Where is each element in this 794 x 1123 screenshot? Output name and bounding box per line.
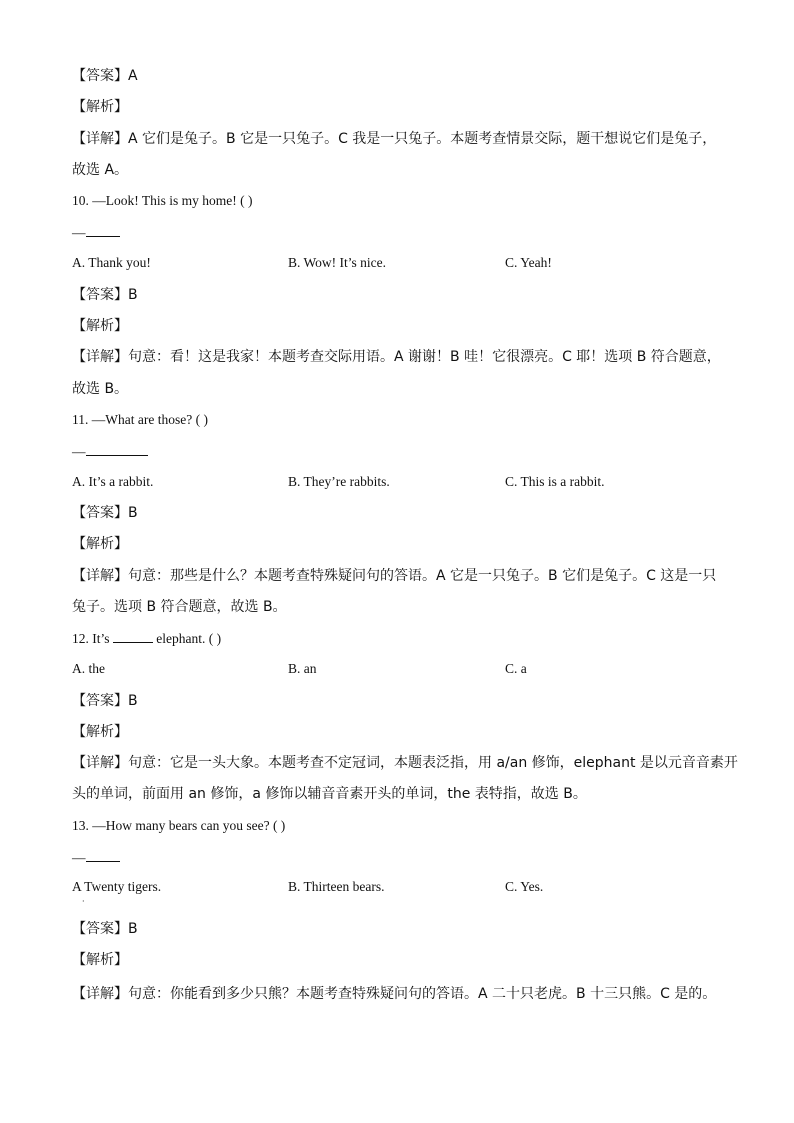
option-b: B. Thirteen bears. — [288, 879, 385, 894]
options-row — [72, 659, 752, 679]
question-12 — [72, 628, 221, 649]
answer-blank — [86, 222, 120, 237]
detail-text: 头的单词，前面用 an 修饰，a 修饰以辅音音素开头的单词，the 表特指，故选 B。 — [72, 786, 587, 802]
option-b: B. They’re rabbits. — [288, 474, 390, 489]
answer-line — [72, 222, 120, 243]
stray-mark: · — [82, 897, 85, 906]
option-b: B. an — [288, 661, 317, 676]
answer-blank — [86, 441, 148, 456]
answer-blank — [113, 628, 153, 643]
dash: — — [72, 444, 86, 459]
detail-text: 【详解】句意：你能看到多少只熊？本题考查特殊疑问句的答语。A 二十只老虎。B 十三只熊。C 是的。 — [72, 986, 717, 1002]
answer-label: 【答案】B — [72, 693, 138, 709]
question-13: 13. —How many bears can you see? ( ) — [72, 818, 286, 833]
analysis-label: 【解析】 — [72, 952, 128, 968]
question-10: 10. —Look! This is my home! ( ) — [72, 193, 253, 208]
option-b: B. Wow! It’s nice. — [288, 255, 387, 270]
question-text: 12. It’s — [72, 631, 110, 646]
detail-text: 【详解】句意：看！这是我家！本题考查交际用语。A 谢谢！B 哇！它很漂亮。C 耶！选项 B 符合题意， — [72, 349, 721, 365]
options-row — [72, 877, 752, 897]
analysis-label: 【解析】 — [72, 724, 128, 740]
answer-label: 【答案】B — [72, 505, 138, 521]
options-row — [72, 253, 752, 273]
dash: — — [72, 225, 86, 240]
detail-text: 故选 B。 — [72, 381, 129, 397]
answer-label: 【答案】B — [72, 287, 138, 303]
analysis-label: 【解析】 — [72, 318, 128, 334]
detail-text: 【详解】句意：它是一头大象。本题考查不定冠词，本题表泛指，用 a/an 修饰，elephant 是以元音音素开 — [72, 755, 738, 771]
answer-blank — [86, 847, 120, 862]
option-c: C. a — [505, 661, 527, 676]
option-c: C. Yes. — [505, 879, 544, 894]
analysis-label: 【解析】 — [72, 99, 128, 115]
detail-text: 兔子。选项 B 符合题意，故选 B。 — [72, 599, 287, 615]
detail-text: 【详解】A 它们是兔子。B 它是一只兔子。C 我是一只兔子。本题考查情景交际，题干想说它们是兔子， — [72, 131, 717, 147]
option-c: C. This is a rabbit. — [505, 474, 605, 489]
dash: — — [72, 850, 86, 865]
options-row — [72, 472, 752, 492]
detail-text: 故选 A。 — [72, 162, 129, 178]
option-c: C. Yeah! — [505, 255, 552, 270]
option-a: A. It’s a rabbit. — [72, 474, 154, 489]
option-a: A Twenty tigers. — [72, 879, 162, 894]
answer-label: 【答案】B — [72, 921, 138, 937]
answer-line — [72, 441, 148, 462]
answer-line — [72, 847, 120, 868]
option-a: A. the — [72, 661, 105, 676]
question-text: elephant. ( ) — [156, 631, 222, 646]
analysis-label: 【解析】 — [72, 536, 128, 552]
question-11: 11. —What are those? ( ) — [72, 412, 208, 427]
answer-label: 【答案】A — [72, 68, 138, 84]
detail-text: 【详解】句意：那些是什么？本题考查特殊疑问句的答语。A 它是一只兔子。B 它们是兔子。C 这是一只 — [72, 568, 717, 584]
option-a: A. Thank you! — [72, 255, 151, 270]
